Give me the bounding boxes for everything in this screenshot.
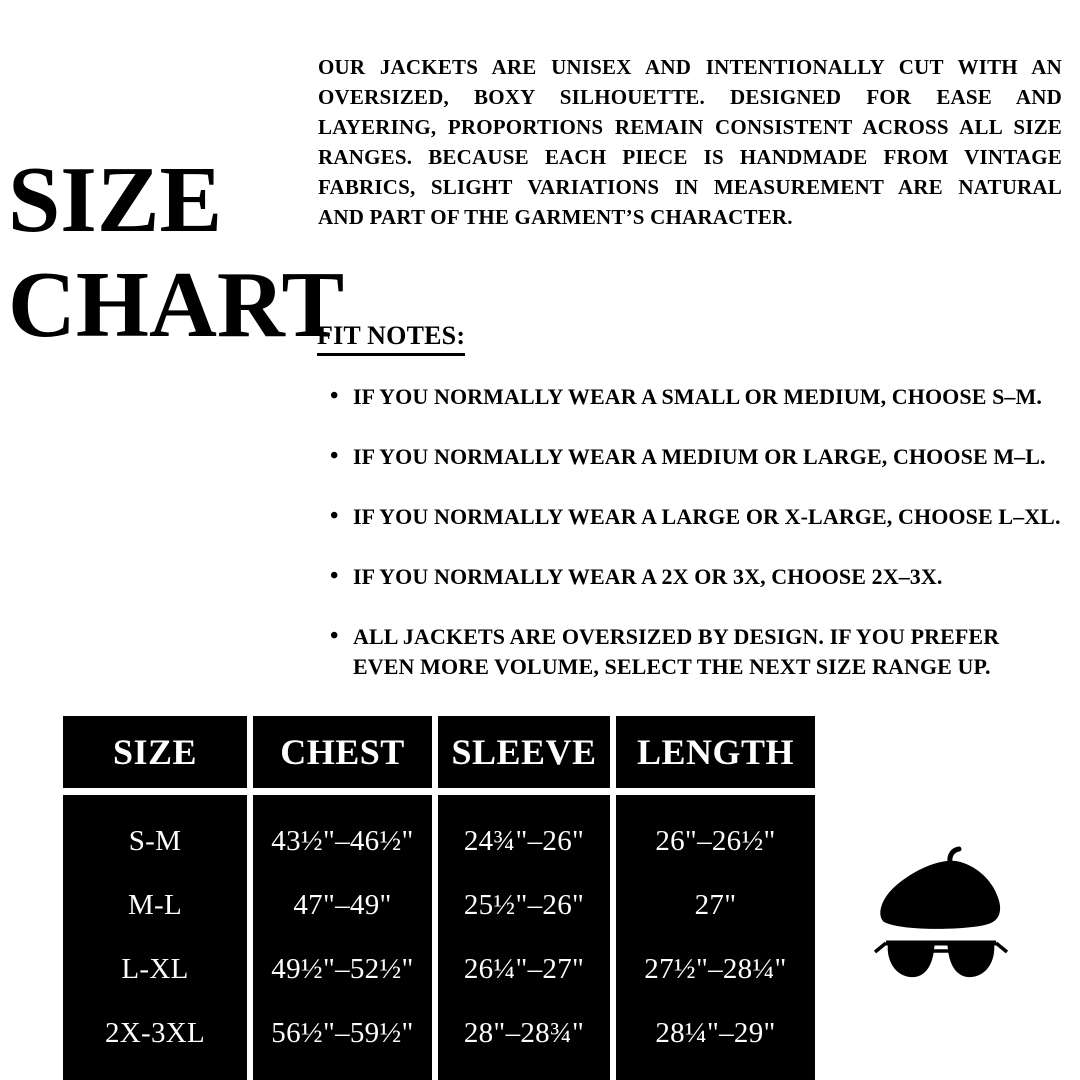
fit-note-text: ALL JACKETS ARE OVERSIZED BY DESIGN. IF YOU PREFER EVEN MORE VOLUME, SELECT THE NEXT SIZE RANGE UP. <box>353 624 1000 679</box>
bullet-icon: • <box>330 503 339 529</box>
table-cell-chest: 47"–49" <box>293 888 392 921</box>
table-cell-size: 2X-3XL <box>104 1016 206 1049</box>
table-cell-sleeve: 26¼"–27" <box>463 952 585 985</box>
size-table <box>63 716 815 1080</box>
column-header-sleeve: SLEEVE <box>438 716 610 788</box>
column-header-size: SIZE <box>63 716 247 788</box>
table-cell-sleeve: 25½"–26" <box>463 888 585 921</box>
table-column-size <box>63 795 247 1080</box>
intro-line: AND PART OF THE GARMENT’S CHARACTER. <box>318 205 793 229</box>
fit-notes-heading: FIT NOTES: <box>317 320 465 356</box>
column-header-length: LENGTH <box>616 716 815 788</box>
sunglasses-right-temple <box>996 943 1007 952</box>
table-cell-size: L-XL <box>121 952 189 985</box>
table-cell-size: S-M <box>128 824 182 857</box>
bullet-icon: • <box>330 383 339 409</box>
fit-note-text: IF YOU NORMALLY WEAR A SMALL OR MEDIUM, CHOOSE S–M. <box>353 384 1043 409</box>
table-cell-length: 28¼"–29" <box>655 1016 776 1049</box>
table-cell-chest: 56½"–59½" <box>271 1016 414 1049</box>
table-cell-sleeve: 24¾"–26" <box>463 824 585 857</box>
bullet-icon: • <box>330 443 339 469</box>
fit-note-item <box>330 562 1066 592</box>
table-cell-length: 27½"–28¼" <box>644 952 787 985</box>
fit-note-item <box>330 502 1066 532</box>
table-cell-sleeve: 28"–28¾" <box>463 1016 585 1049</box>
table-cell-length: 26"–26½" <box>655 824 776 857</box>
fit-note-text: IF YOU NORMALLY WEAR A MEDIUM OR LARGE, CHOOSE M–L. <box>353 444 1046 469</box>
sunglasses-left-temple <box>875 943 886 952</box>
fit-note-text: IF YOU NORMALLY WEAR A 2X OR 3X, CHOOSE 2X–3X. <box>353 564 943 589</box>
bullet-icon: • <box>330 623 339 649</box>
fit-notes-list <box>330 382 1066 712</box>
table-column-length <box>616 795 815 1080</box>
intro-line: OVERSIZED, BOXY SILHOUETTE. DESIGNED FOR EASE AND <box>318 85 1062 109</box>
fit-note-item <box>330 442 1066 472</box>
beret-shape <box>880 861 1000 929</box>
fit-note-item <box>330 622 1066 682</box>
page-title <box>8 148 344 358</box>
intro-line: RANGES. BECAUSE EACH PIECE IS HANDMADE FROM VINTAGE <box>318 145 1062 169</box>
sunglasses-left-lens <box>888 943 935 977</box>
table-column-sleeve <box>438 795 610 1080</box>
fit-note-item <box>330 382 1066 412</box>
fit-note-text: IF YOU NORMALLY WEAR A LARGE OR X-LARGE, CHOOSE L–XL. <box>353 504 1061 529</box>
table-cell-chest: 43½"–46½" <box>271 824 414 857</box>
sunglasses-right-lens <box>947 943 994 977</box>
intro-line: LAYERING, PROPORTIONS REMAIN CONSISTENT ACROSS ALL SIZE <box>318 115 1062 139</box>
table-column-chest <box>253 795 432 1080</box>
page-title-line-2: CHART <box>8 253 345 357</box>
bullet-icon: • <box>330 563 339 589</box>
table-cell-length: 27" <box>694 888 737 921</box>
intro-line: OUR JACKETS ARE UNISEX AND INTENTIONALLY CUT WITH AN <box>318 55 1062 79</box>
column-header-chest: CHEST <box>253 716 432 788</box>
intro-line: FABRICS, SLIGHT VARIATIONS IN MEASUREMENT ARE NATURAL <box>318 175 1062 199</box>
page-title-line-1: SIZE <box>8 148 223 252</box>
beret-stem <box>950 849 959 862</box>
table-cell-size: M-L <box>127 888 183 921</box>
intro-paragraph <box>318 52 1062 232</box>
table-cell-chest: 49½"–52½" <box>271 952 414 985</box>
beret-and-sunglasses-icon <box>866 845 1016 995</box>
